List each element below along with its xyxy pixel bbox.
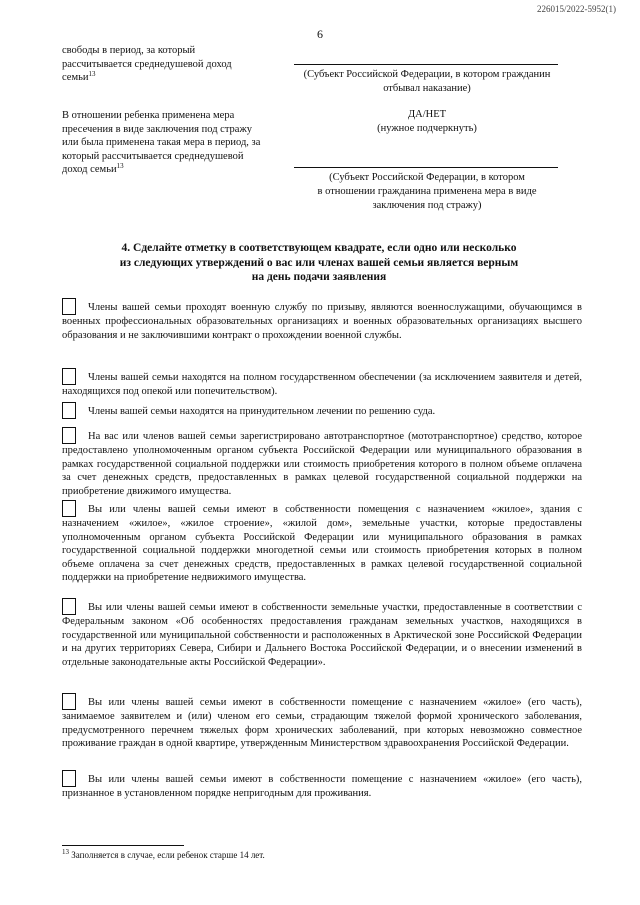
list-item: Вы или члены вашей семьи имеют в собственности помещения с назначением «жилое», здания с назначением «жилое», «жилое строение», «жилой дом», земельные участки, которые предоставлены уполномоченным органом субъекта Российской Федерации или муниципального образования в рамках государственной социальной поддержки многодетной семьи или стоимость приобретения которых в полном объеме оплачена за счет денежных средств, предоставленных в рамках целевой государственной социальной поддержки на приобретение недвижимого имущества. <box>62 500 582 585</box>
list-item: Члены вашей семьи проходят военную службу по призыву, являются военнослужащими, обучающимся в военных профессиональных образовательных организациях и военных образовательных организациях высшего образования и не заключившими контракт о прохождении военной службы. <box>62 298 582 342</box>
footnote: $^{13}$ Заполняется в случае, если ребенок старше 14 лет. <box>62 848 265 860</box>
checkbox[interactable] <box>62 298 76 315</box>
underline-hint: (нужное подчеркнуть) <box>377 123 477 134</box>
sentence-period-question: свободы в период, за который рассчитывается среднедушевой доход семьи$^{13}$ <box>62 45 232 83</box>
section-4-heading: 4. Сделайте отметку в соответствующем квадрате, если одно или несколько из следующих утверждений о вас или членах вашей семьи является верным на день подачи заявления <box>119 242 519 283</box>
detention-question: В отношении ребенка применена мера пресечения в виде заключения под стражу или была применена такая мера в период, за который рассчитывается среднедушевой доход семьи$^{13}$ <box>62 110 261 175</box>
list-item: Члены вашей семьи находятся на принудительном лечении по решению суда. <box>62 402 582 419</box>
subject-caption-2: (Субъект Российской Федерации, в котором в отношении гражданина применена мера в виде заключения под стражу) <box>317 172 537 211</box>
list-item: Члены вашей семьи находятся на полном государственном обеспечении (за исключением заявителя и детей, находящихся под опекой или попечительством). <box>62 368 582 399</box>
list-item: Вы или члены вашей семьи имеют в собственности помещение с назначением «жилое» (его часть), занимаемое заявителем и (или) членом его семьи, страдающим тяжелой формой хронического заболевания, предусмотренного перечнем тяжелых форм хронических заболеваний, при которых невозможно совместное проживание граждан в одной квартире, утвержденным Министерством здравоохранения Российской Федерации. <box>62 693 582 751</box>
subject-input-line-2[interactable] <box>294 167 558 168</box>
subject-caption-1: (Субъект Российской Федерации, в котором гражданин отбывал наказание) <box>303 69 551 94</box>
list-item: На вас или членов вашей семьи зарегистрировано автотранспортное (мототранспортное) средство, которое предоставлено уполномоченным органом субъекта Российской Федерации или муниципального образования в рамках государственной социальной поддержки или стоимость приобретения которого в полном объеме оплачена за счет денежных средств, предоставленных в рамках целевой государственной социальной поддержки на приобретение движимого имущества. <box>62 427 582 498</box>
checkbox[interactable] <box>62 770 76 787</box>
page-number: 6 <box>317 27 323 41</box>
checkbox[interactable] <box>62 402 76 419</box>
checkbox[interactable] <box>62 500 76 517</box>
document-number: 226015/2022-5952(1) <box>537 4 616 14</box>
list-item: Вы или члены вашей семьи имеют в собственности земельные участки, предоставленные в соответствии с Федеральным законом «Об особенностях предоставления гражданам земельных участков, находящихся в государственной или муниципальной собственности и расположенных в Арктической зоне Российской Федерации и на других территориях Севера, Сибири и Дальнего Востока Российской Федерации, и о внесении изменений в отдельные законодательные акты Российской Федерации». <box>62 598 582 669</box>
footnote-divider <box>62 845 184 846</box>
yes-no-choice[interactable]: ДА/НЕТ <box>407 109 447 120</box>
subject-input-line-1[interactable] <box>294 64 558 65</box>
checkbox[interactable] <box>62 598 76 615</box>
checkbox[interactable] <box>62 693 76 710</box>
list-item: Вы или члены вашей семьи имеют в собственности помещение с назначением «жилое» (его часть), признанное в установленном порядке непригодным для проживания. <box>62 770 582 801</box>
checkbox[interactable] <box>62 368 76 385</box>
checkbox[interactable] <box>62 427 76 444</box>
